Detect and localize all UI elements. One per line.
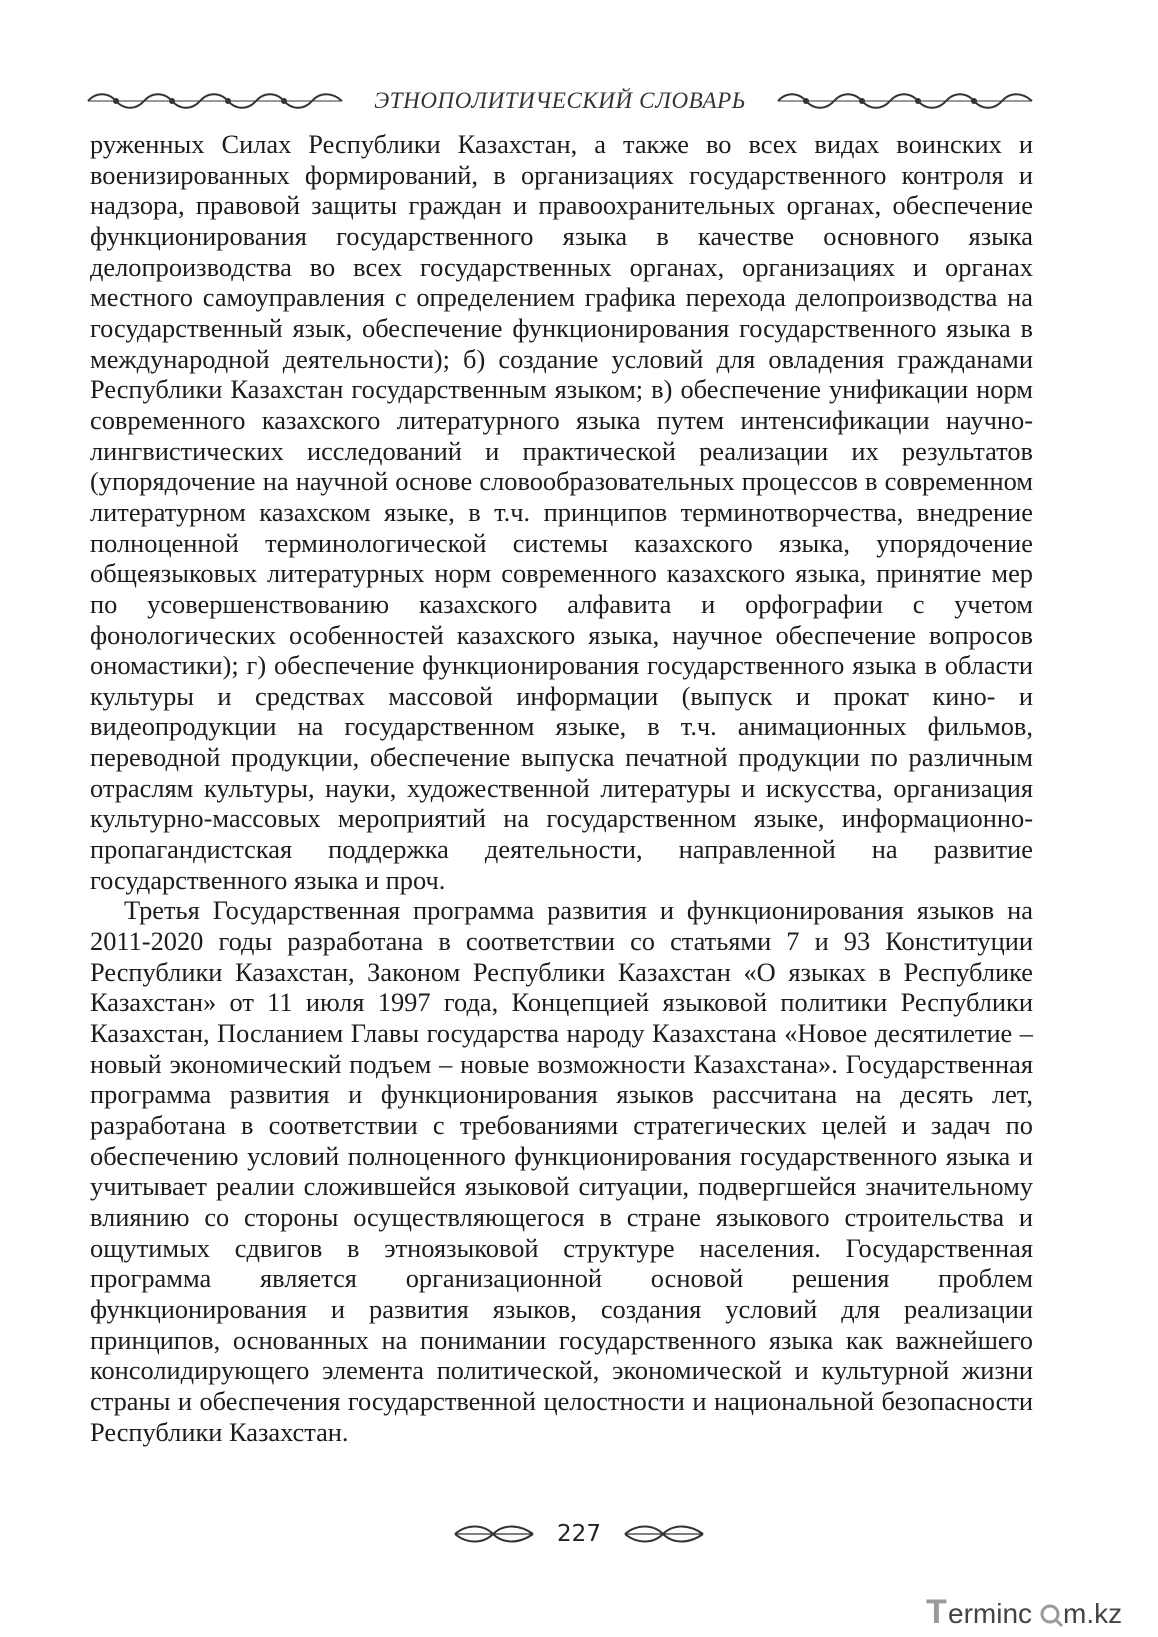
page-footer	[0, 1517, 1158, 1551]
svg-text:m.kz: m.kz	[1063, 1598, 1123, 1629]
running-header-title: ЭТНОПОЛИТИЧЕСКИЙ СЛОВАРЬ	[374, 88, 746, 113]
article-body	[90, 129, 1033, 1447]
termincom-watermark-logo	[924, 1592, 1124, 1632]
svg-text:T: T	[926, 1593, 947, 1631]
magnifier-icon	[1042, 1606, 1062, 1626]
flourish-ornament-icon	[453, 1522, 535, 1546]
body-paragraph: Третья Государственная программа развития и функционирования языков на 2011-2020 годы разработана в соответствии со статьями 7 и 93 Конституции Республики Казахстан, Законом Республики Казахстан «О языках в Республике Казахстан» от 11 июля 1997 года, Концепцией языковой политики Республики Казахстан, Посланием Главы государства народу Казахстана «Новое десятилетие – новый экономический подъем – новые возможности Казахстана». Государственная программа развития и функционирования языков рассчитана на десять лет, разработана в соответствии с требованиями стратегических целей и задач по обеспечению условий полноценного функционирования государственного языка и учитывает реалии сложившейся языковой ситуации, подвергшейся значительному влиянию со стороны осуществляющегося в стране языкового строительства и ощутимых сдвигов в этноязыковой структуре населения. Государственная программа является организационной основой решения проблем функционирования и развития языков, создания условий для реализации принципов, основанных на понимании государственного языка как важнейшего консолидирующего элемента политической, экономической и культурной жизни страны и обеспечения государственной целостности и национальной безопасности Республики Казахстан.	[90, 895, 1033, 1447]
flourish-ornament-icon	[623, 1522, 705, 1546]
body-paragraph: руженных Силах Республики Казахстан, а также во всех видах воинских и военизированных формирований, в организациях государственного контроля и надзора, правовой защиты граждан и правоохранительных органах, обеспечение функционирования государственного языка в качестве основного языка делопроизводства во всех государственных органах, организациях и органах местного самоуправления с определением графика перехода делопроизводства на государственный язык, обеспечение функционирования государственного языка в международной деятельности); б) создание условий для овладения гражданами Республики Казахстан государственным языком; в) обеспечение унификации норм современного казахского литературного языка путем интенсификации научно-лингвистических исследований и практической реализации их результатов (упорядочение на научной основе словообразовательных процессов в современном литературном казахском языке, в т.ч. принципов терминотворчества, внедрение полноценной терминологической системы казахского языка, упорядочение общеязыковых литературных норм современного казахского языка, принятие мер по усовершенствованию казахского алфавита и орфографии с учетом фонологических особенностей казахского языка, научное обеспечение вопросов ономастики); г) обеспечение функционирования государственного языка в области культуры и средствах массовой информации (выпуск и прокат кино- и видеопродукции на государственном языке, в т.ч. анимационных фильмов, переводной продукции, обеспечение выпуска печатной продукции по различным отраслям культуры, науки, художественной литературы и искусства, организация культурно-массовых мероприятий на государственном языке, информационно-пропагандистская поддержка деятельности, направленной на развитие государственного языка и проч.	[90, 129, 1033, 895]
running-header	[86, 84, 1034, 118]
swirl-border-ornament-icon	[86, 90, 344, 112]
svg-text:erminc: erminc	[948, 1598, 1033, 1629]
swirl-border-ornament-icon	[776, 90, 1034, 112]
page-number: 227	[557, 1521, 601, 1547]
